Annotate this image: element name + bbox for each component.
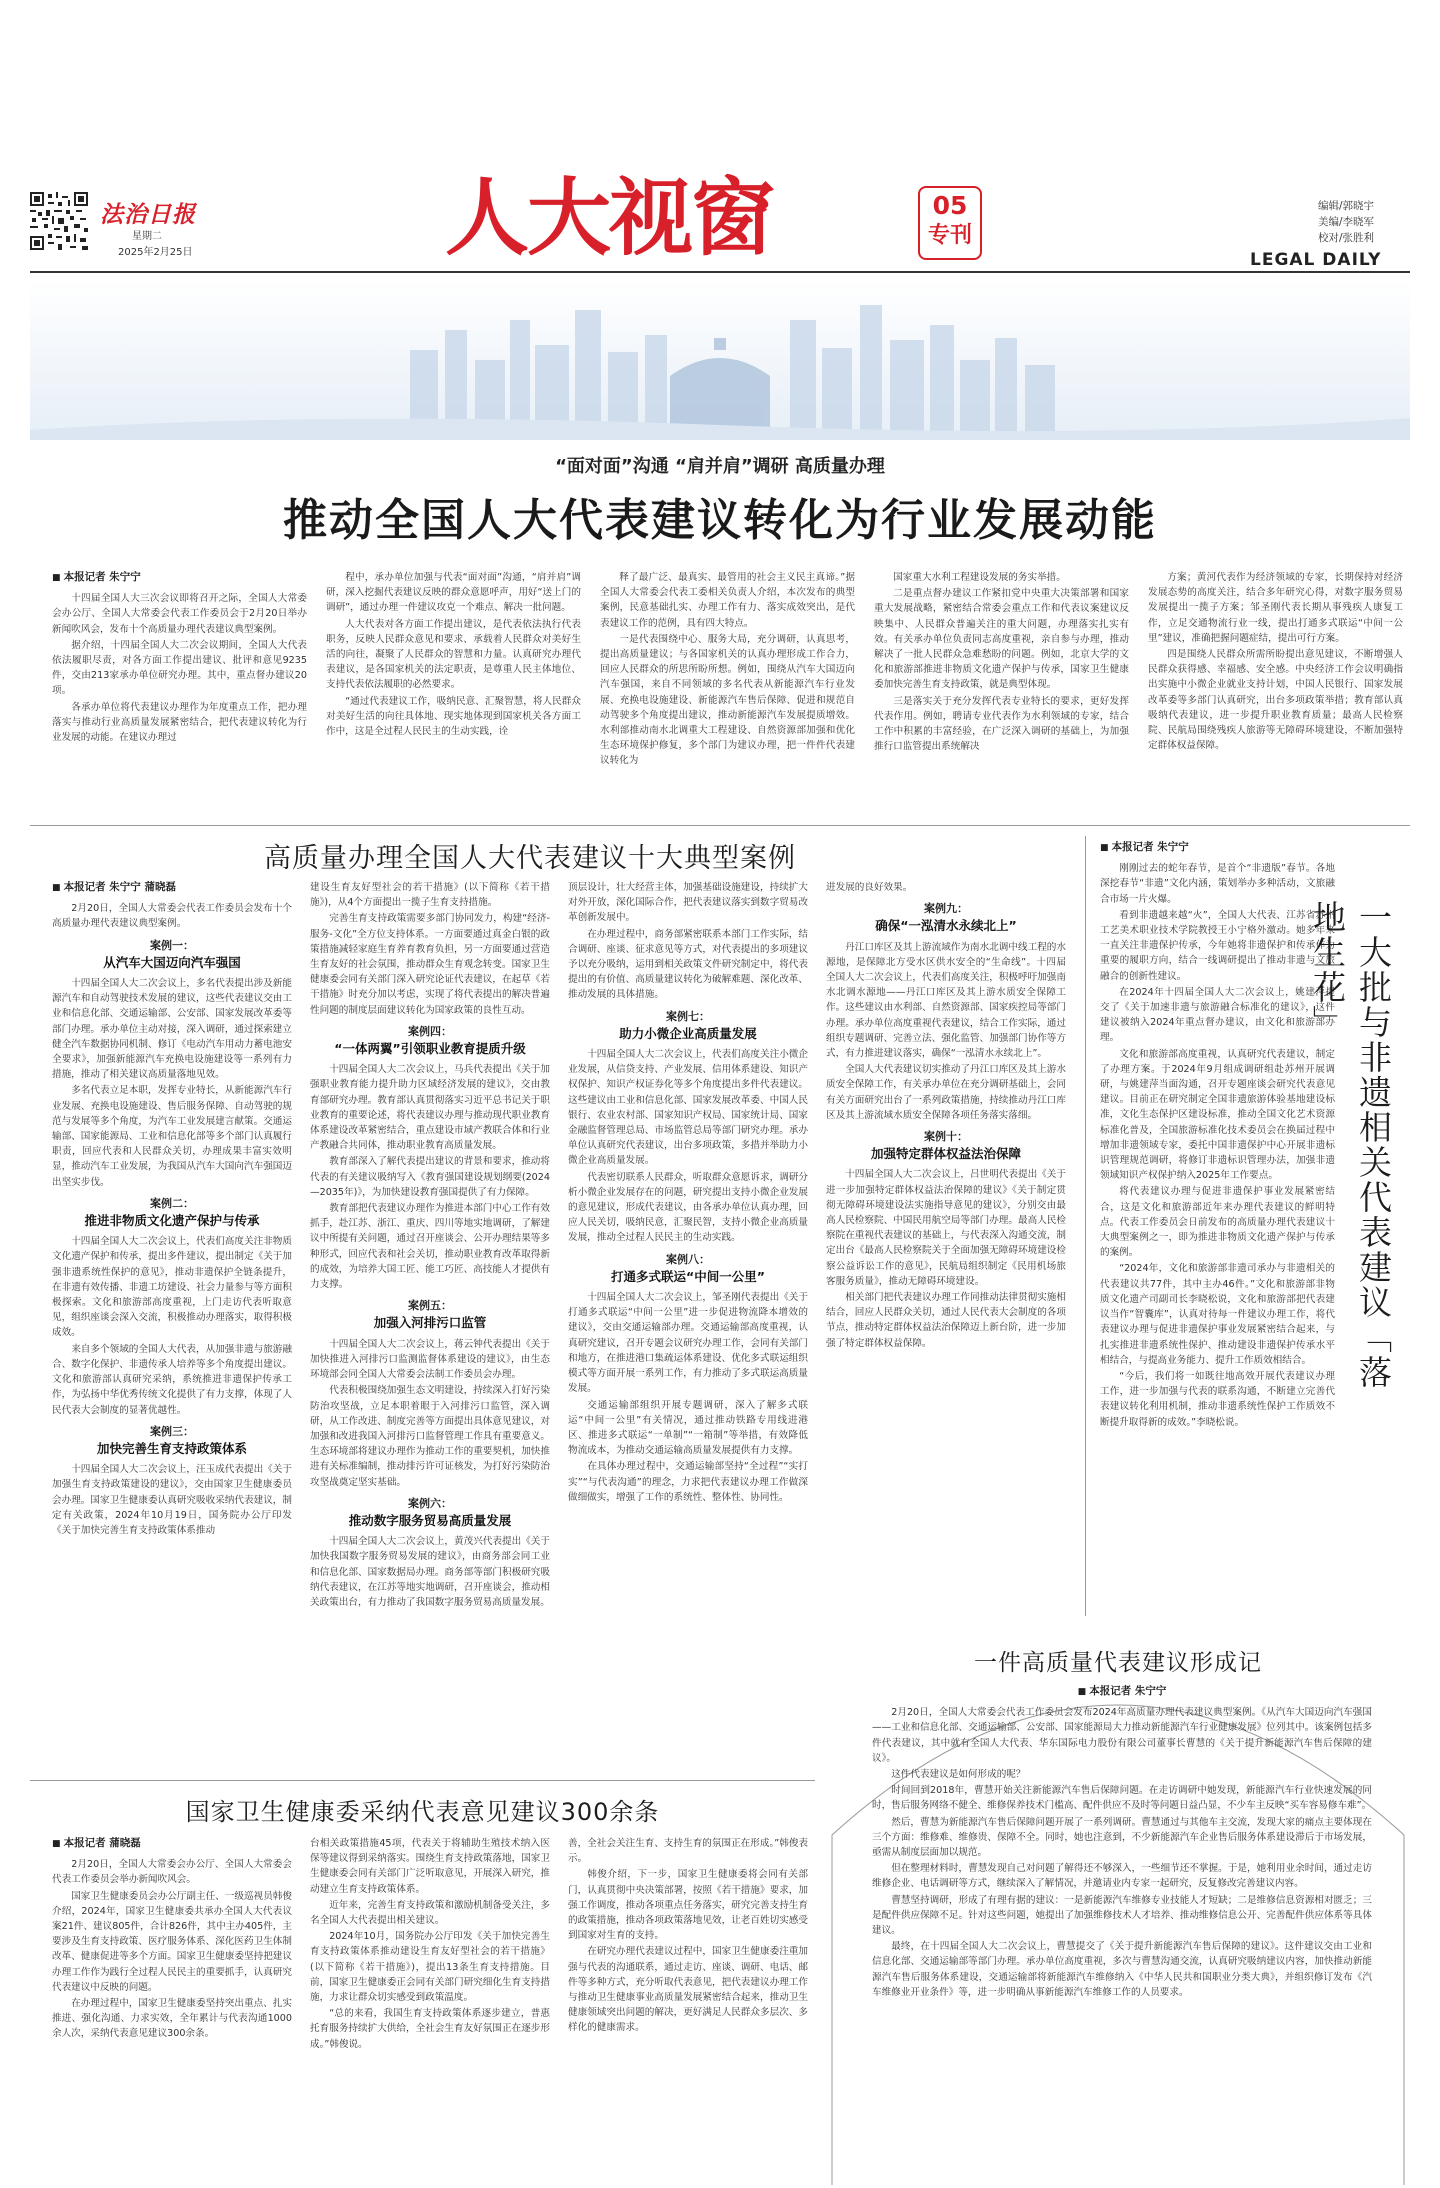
masthead-rule [30,271,1410,273]
cases-byline: ■ 本报记者 朱宁宁 蒲晓磊 [52,880,292,896]
case-label: 案例二： [150,1196,194,1210]
case-label: 案例五： [408,1299,452,1313]
designer-credit: 美编/李晓军 [1318,216,1375,228]
nhc-top-rule [30,1780,815,1781]
sidebar-divider [1085,836,1086,1616]
cases-column-4: 进发展的良好效果。 案例九： 确保“一泓清水永续北上” 丹江口库区及其上游流域作为南水北调中线工程的水源地，是保障北方受水区供水安全的“生命线”。十四届全国人大二次会议上，代表们高度关注，积极呼吁加强南水北调水源地——丹江口库区及其上游水质安全保障工作。这些建议由水利部、自然资源部、国家疾控局等部门办理。承办单位高度重视代表建议，结合工作实际，通过组织专题调研、完善立法、强化监管、加强部门协作等方式，有力推进建议落实，确保“一泓清水永续北上”。 全国人大代表建议切实推动了丹江口库区及其上游水质安全保障工作，有关承办单位在充分调研基础上，会同有关方面研究出台了一系列政策措施，持续推动丹江口库区及其上游流域水质安全保障各项任务落实落细。 案例十： 加强特定群体权益法治保障 十四届全国人大二次会议上，吕世明代表提出《关于进一步加强特定群体权益法治保障的建议》《关于制定贯彻无障碍环境建设法实施指导意见的建议》，分别交由最高人民检察院、中国民用航空局等部门办理。最高人民检察院在重视代表建议的基础上，与代表深入沟通交流，制定出台《最高人民检察院关于全面加强无障碍环境建设检察公益诉讼工作的意见》，民航局组织制定《民用机场旅客服务质量》，推动无障碍环境建设。 相关部门把代表建议办理工作同推动法律贯彻实施相结合，回应人民群众关切，通过人民代表大会制度的各项节点，推动特定群体权益法治保障迈上新台阶，进一步加强了特定群体权益保障。 [826,882,1066,1349]
case-label: 案例一： [150,938,194,952]
case-title: 加快完善生育支持政策体系 [96,1440,247,1456]
lead-bottom-rule [30,825,1410,826]
nhc-byline: ■ 本报记者 蒲晓磊 [52,1836,292,1852]
case-label: 案例四： [408,1024,452,1038]
proofreader-credit: 校对/张胜利 [1318,232,1375,244]
case-title: 加强入河排污口监管 [373,1315,487,1331]
nhc-section-title: 国家卫生健康委采纳代表意见建议300余条 [185,1798,660,1826]
nhc-column-1: ■ 本报记者 蒲晓磊 2月20日，全国人大常委会办公厅、全国人大常委会代表工作委员会举办新闻吹风会。 国家卫生健康委员会办公厅副主任、一级巡视员韩俊介绍，2024年，国家卫生健康委共承办全国人大代表议案21件、建议805件，合计826件，其中主办405件，主要涉及生育支持政策、医疗服务体系、深化医药卫生体制改革、健康促进等多个方面。国家卫生健康委坚持把建议办理工作作为践行全过程人民民主的重要抓手，认真研究代表建议中反映的问题。 在办理过程中，国家卫生健康委坚持突出重点、扎实推进、强化沟通、力求实效，全年累计与代表沟通1000余人次，采纳代表意见建议300余条。 [52,1836,292,2181]
nhc-column-3: 善，全社会关注生育、支持生育的氛围正在形成。”韩俊表示。 韩俊介绍，下一步，国家卫生健康委将会同有关部门，认真贯彻中央决策部署，按照《若干措施》要求，加强工作调度，推动各项重点任务落实，研究完善支持生育的政策措施，推动各项政策落地见效，让老百姓切实感受到国家对生育的支持。 在研究办理代表建议过程中，国家卫生健康委注重加强与代表的沟通联系，通过走访、座谈、调研、电话、邮件等多种方式，充分听取代表意见，把代表建议办理工作与推动卫生健康事业高质量发展紧密结合起来，推动卫生健康领域突出问题的解决，更好满足人民群众多层次、多样化的健康需求。 [568,1838,808,2034]
lead-column-4: 国家重大水利工程建设发展的务实举措。 二是重点督办建议工作紧扣党中央重大决策部署和国家重大发展战略，紧密结合常委会重点工作和代表议案建议反映集中、人民群众普遍关注的重大问题，办理落实扎实有效。有关承办单位负责同志高度重视，亲自参与办理，推动解决了一批人民群众急难愁盼的问题。例如，北京大学的文化和旅游部推进非物质文化遗产保护与传承，国家卫生健康委加快完善生育支持政策，就是典型体现。 三是落实关于充分发挥代表专业特长的要求，更好发挥代表作用。例如，聘请专业代表作为水利领域的专家，结合工作中积累的丰富经验，在广泛深入调研的基础上，为加强推行口监管提出系统解决 [874,572,1129,753]
case-title: 推动数字服务贸易高质量发展 [348,1512,512,1528]
cases-intro: 2月20日，全国人大常委会代表工作委员会发布十个高质量办理代表建议典型案例。 [52,903,292,930]
case-title: 打通多式联运“中间一公里” [611,1268,765,1284]
lead-kicker: “面对面”沟通 “肩并肩”调研 高质量办理 [555,456,885,477]
case-label: 案例十： [924,1130,968,1144]
case-title: 从汽车大国迈向汽车强国 [103,954,241,970]
editor-credit: 编辑/郭晓宇 [1318,200,1375,212]
section-title: 人大视窗 [445,169,774,267]
lead-column-1: ■ 本报记者 朱宁宁 十四届全国人大三次会议即将召开之际，全国人大常委会办公厅、全国人大常委会代表工作委员会于2月20日举办新闻吹风会，发布十个高质量办理代表建议典型案例。 据介绍，十四届全国人大二次会议期间，全国人大代表依法履职尽责，对各方面工作提出建议、批评和意见9235件，交由213家承办单位研究办理。其中，重点督办建议20项。 各承办单位将代表建议办理作为年度重点工作，把办理落实与推动行业高质量发展紧密结合，把代表建议转化为行业发展的动能。在建议办理过 [52,570,307,746]
ev-section-title: 一件高质量代表建议形成记 [974,1650,1262,1676]
case-title: 确保“一泓清水永续北上” [875,918,1017,934]
masthead [0,0,1440,270]
lead-column-5: 方案；黄河代表作为经济领域的专家，长期保持对经济发展态势的高度关注，结合多年研究心得，对数字服务贸易发展提出一揽子方案；邹圣刚代表长期从事残疾人康复工作，立足交通物流行业一线，提出打通多式联运“中间一公里”建议，准确把握问题症结，提出可行方案。 四是围绕人民群众所需所盼提出意见建议，不断增强人民群众获得感、幸福感、安全感。中央经济工作会议明确指出实施中小微企业就业支持计划，中国人民银行、国家发展改革委等多部门认真研究，出台多项政策举措；教育部认真吸纳代表建议，进一步提升职业教育质量；最高人民检察院、民航局围绕残疾人旅游等无障碍环境建设，不断加强特定群体权益保障。 [1148,572,1403,752]
lead-column-2: 程中，承办单位加强与代表“面对面”沟通，“肩并肩”调研，深入挖掘代表建议反映的群众意愿呼声，用好“送上门的调研”，通过办理一件建议攻克一个难点、解决一批问题。 人大代表对各方面工作提出建议，是代表依法执行代表职务，反映人民群众意见和要求、承载着人民群众对美好生活的向往，凝聚了人民群众的智慧和力量。认真研究办理代表建议，是各国家机关的法定职责，是尊重人民主体地位、支持代表依法履职的必然要求。 “通过代表建议工作，吸纳民意、汇聚智慧，将人民群众对美好生活的向往具体地、现实地体现到国家机关各方面工作中，这是全过程人民民主的生动实践，诠 [326,572,581,738]
cases-section-title: 高质量办理全国人大代表建议十大典型案例 [264,843,796,874]
page-type: 专刊 [927,223,972,248]
city-skyline-illustration [30,280,1410,440]
paper-name-logo: 法治日报 [100,201,196,228]
lead-headline: 推动全国人大代表建议转化为行业发展动能 [283,495,1157,546]
page-badge [918,186,982,260]
lead-byline: ■ 本报记者 朱宁宁 [52,570,307,586]
cases-column-3: 顶层设计，壮大经营主体，加强基础设施建设，持续扩大对外开放，深化国际合作，把代表建议落实到数字贸易改革创新发展中。 在办理过程中，商务部紧密联系本部门工作实际，结合调研、座谈、征求意见等方式，对代表提出的多项建议予以充分吸纳，运用到相关政策文件研究制定中，将代表提出的有价值、高质量建议转化为破解难题、深化改革、推动发展的具体措施。 案例七： 助力小微企业高质量发展 十四届全国人大二次会议上，代表们高度关注小微企业发展，从信贷支持、产业发展、信用体系建设、知识产权保护、知识产权证券化等多个角度提出多件代表建议。这些建议由工业和信息化部、国家发展改革委、中国人民银行、农业农村部、国家知识产权局、国家统计局、国家金融监督管理总局、市场监管总局等部门研究办理。承办单位认真研究代表建议，出台多项政策，多措并举助力小微企业高质量发展。 代表密切联系人民群众，听取群众意愿诉求，调研分析小微企业发展存在的问题，研究提出支持小微企业发展的意见建议，形成代表建议，由各承办单位认真办理，回应人民关切，吸纳民意，汇聚民智，支持小微企业高质量发展，推动全过程人民民主的生动实践。 案例八： 打通多式联运“中间一公里” 十四届全国人大二次会议上，邹圣刚代表提出《关于打通多式联运“中间一公里”进一步促进物流降本增效的建议》，交由交通运输部办理。交通运输部高度重视，认真研究建议，召开专题会议研究办理工作，会同有关部门和地方，在推进港口集疏运体系建设、优化多式联运组织模式等方面开展一系列工作，有力推动了多式联运高质量发展。 交通运输部组织开展专题调研，深入了解多式联运“中间一公里”有关情况，通过推动铁路专用线进港区、推进多式联运“一单制”“一箱制”等举措，有效降低物流成本，为推动交通运输高质量发展提供有力支撑。 在具体办理过程中，交通运输部坚持“全过程”“实打实”“与代表沟通”的理念，力求把代表建议办理工作做深做细做实，增强了工作的系统性、整体性、协同性。 [568,882,808,1503]
ev-article: ■ 本报记者 朱宁宁 2月20日，全国人大常委会代表工作委员会发布2024年高质量办理代表建议典型案例。《从汽车大国迈向汽车强国——工业和信息化部、交通运输部、公安部、国家能源局大力推动新能源汽车行业健康发展》位列其中。该案例包括多件代表建议，其中就有全国人大代表、华东国际电力股份有限公司董事长曹慧的《关于提升新能源汽车售后保障的建议》。 这件代表建议是如何形成的呢？ 时间回到2018年，曹慧开始关注新能源汽车售后保障问题。在走访调研中她发现，新能源汽车行业快速发展的同时，售后服务网络不健全、维修保养技术门槛高、配件供应不及时等问题日益凸显，不少车主反映“买车容易修车难”。 然后，曹慧为新能源汽车售后保障问题开展了一系列调研。曹慧通过与其他车主交流，发现大家的痛点主要体现在三个方面：维修难、维修贵、保障不全。同时，她也注意到，不少新能源汽车企业售后服务体系建设滞后于市场发展，亟需从制度层面加以规范。 但在整理材料时，曹慧发现自己对问题了解得还不够深入，一些细节还不掌握。于是，她利用业余时间，通过走访维修企业、电话调研等方式，继续深入了解情况，并邀请业内专家一起研究，反复修改完善建议内容。 曹慧坚持调研，形成了有理有据的建议：一是新能源汽车维修专业技能人才短缺；二是维修信息资源相对匮乏；三是配件供应保障不足。针对这些问题，她提出了加强维修技术人才培养、推动维修信息公开、完善配件供应体系等具体建议。 最终，在十四届全国人大二次会议上，曹慧提交了《关于提升新能源汽车售后保障的建议》。这件建议交由工业和信息化部、交通运输部等部门办理。承办单位高度重视，多次与曹慧沟通交流，认真研究吸纳建议内容，加快推动新能源汽车售后服务体系建设，交通运输部将新能源汽车维修纳入《中华人民共和国职业分类大典》，并组织修订发布《汽车维修业开业条件》等，进一步明确从事新能源汽车维修工作的人员要求。 [872,1684,1372,2174]
weekday: 星期二 [132,231,162,242]
case-title: 助力小微企业高质量发展 [619,1025,757,1041]
issue-date: 2025年2月25日 [118,247,193,258]
case-label: 案例九： [924,902,968,916]
case-label: 案例七： [666,1009,710,1023]
case-label: 案例三： [150,1424,194,1438]
heritage-byline: ■ 本报记者 朱宁宁 [1100,840,1335,856]
lead-column-3: 释了最广泛、最真实、最管用的社会主义民主真谛。”据全国人大常委会代表工委相关负责人介绍，本次发布的典型案例，民意基础扎实、办理工作有力、落实成效突出，是代表建议工作的范例，具有四大特点。 一是代表围绕中心、服务大局，充分调研，认真思考，提出高质量建议；与各国家机关的认真办理形成工作合力，回应人民群众的所思所盼所想。例如，围绕从汽车大国迈向汽车强国，来自不同领域的多名代表从新能源汽车行业发展、充换电设施建设、新能源汽车售后保障、促进和规范自动驾驶多个角度提出建议，推动新能源汽车发展提质增效。水利部推动南水北调重大工程建设、自然资源部加强和优化生态环境保护修复，多个部门为建议办理，把一件件代表建议转化为 [600,572,855,767]
cases-column-2: 建设生育友好型社会的若干措施》(以下简称《若干措施》)，从4个方面提出一揽子生育支持措施。 完善生育支持政策需要多部门协同发力，构建“经济-服务-文化”全方位支持体系。一方面要通过真金白银的政策措施减轻家庭生育养育教育负担，另一方面要通过营造生育友好的社会氛围，推动群众生育观念转变。国家卫生健康委会同有关部门深入研究论证代表建议，在起草《若干措施》时充分加以考虑，实现了将代表提出的解决普遍性问题的制度层面建议转化为国家政策的良性互动。 案例四： “一体两翼”引领职业教育提质升级 十四届全国人大二次会议上，马兵代表提出《关于加强职业教育能力提升助力区域经济发展的建议》，交由教育部研究办理。教育部认真贯彻落实习近平总书记关于职业教育的重要论述，将代表建议办理与推动现代职业教育体系建设改革紧密结合，重点建设市域产教联合体和行业产教融合共同体，推动职业教育高质量发展。 教育部深入了解代表提出建议的背景和要求，推动将代表的有关建议吸纳写入《教育强国建设规划纲要(2024—2035年)》，为加快建设教育强国提供了有力保障。 教育部把代表建议办理作为推进本部门中心工作有效抓手，赴江苏、浙江、重庆、四川等地实地调研，了解建议中所提有关问题，通过召开座谈会、公开办理结果等多种形式，回应代表和社会关切，推动职业教育改革取得新的成效，为培养大国工匠、能工巧匠、高技能人才提供有力支撑。 案例五： 加强入河排污口监管 十四届全国人大二次会议上，蒋云钟代表提出《关于加快推进入河排污口监测监督体系建设的建议》，由生态环境部会同全国人大常委会法制工作委员会办理。 代表积极围绕加强生态文明建设，持续深入打好污染防治攻坚战，立足本职着眼于入河排污口监管，深入调研，从工作改进、制度完善等方面提出具体意见建议，对加强和改进我国入河排污口监督管理工作具有重要意义。生态环境部将建议办理作为推动工作的重要契机，加快推进有关标准编制，推动排污许可证核发，为打好污染防治攻坚战奠定坚实基础。 案例六： 推动数字服务贸易高质量发展 十四届全国人大二次会议上，黄茂兴代表提出《关于加快我国数字服务贸易发展的建议》，由商务部会同工业和信息化部、国家数据局办理。商务部等部门积极研究吸纳代表建议，在江苏等地实地调研，召开座谈会，推动相关政策出台，有力推动了我国数字服务贸易高质量发展。 [310,882,550,1608]
case-label: 案例八： [666,1252,710,1266]
heritage-vertical-title: 一大批与非遗相关代表建议「落地生花」 [1308,900,1393,1390]
case-title: “一体两翼”引领职业教育提质升级 [334,1041,526,1057]
case-title: 加强特定群体权益法治保障 [870,1146,1021,1162]
qr-code-icon [30,192,88,250]
heritage-article: ■ 本报记者 朱宁宁 刚刚过去的蛇年春节，是首个“非遗版”春节。各地深挖春节“非遗”文化内涵，策划举办多种活动，文旅融合市场一片火爆。 看到非遗越来越“火”，全国人大代表、江苏省苏州工艺美术职业技术学院教授王小宁格外激动。她多年来一直关注非遗保护传承，今年她将非遗保护和传承作为重要的履职方向，结合一线调研提出了推动非遗与文旅融合的创新性建议。 在2024年十四届全国人大二次会议上，姚建萍提交了《关于加速非遗与旅游融合标准化的建议》，这件建议被纳入2024年重点督办建议，由文化和旅游部办理。 文化和旅游部高度重视，认真研究代表建议，制定了办理方案。于2024年9月组成调研组赴苏州开展调研，与姚建萍当面沟通，召开专题座谈会研究代表意见建议。目前正在研究制定全国非遗旅游体验基地建设标准，文化生态保护区建设标准，推动全国文化艺术资源标准化普及，全国旅游标准化技术委员会在换届过程中增加非遗领域专家，委托中国非遗保护中心开展非遗标识管理规范调研，将修订非遗标识管理办法，加强非遗领域知识产权保护纳入2025年工作要点。 将代表建议办理与促进非遗保护事业发展紧密结合，这是文化和旅游部近年来办理代表建议的鲜明特点。代表工作委员会日前发布的高质量办理代表建议十大典型案例之一，即为推进非物质文化遗产保护与传承的案例。 “2024年，文化和旅游部非遗司承办与非遗相关的代表建议共77件，其中主办46件。”文化和旅游部非物质文化遗产司副司长李晓松说，文化和旅游部把代表建议当作“智囊库”，认真对待每一件建议办理工作，将代表建议办理与促进非遗保护事业发展紧密结合起来，与扎实推进非遗系统性保护、推动建设非遗保护传承水平相结合，与提高业务能力、提升工作质效相结合。 “今后，我们将一如既往地高效开展代表建议办理工作，进一步加强与代表的联系沟通，不断建立完善代表建议转化利用机制，推动非遗系统性保护工作质效不断提升取得新的成效。”李晓松说。 [1100,840,1335,1620]
case-label: 案例六： [408,1496,452,1510]
cases-column-1: ■ 本报记者 朱宁宁 蒲晓磊 2月20日，全国人大常委会代表工作委员会发布十个高质量办理代表建议典型案例。 案例一： 从汽车大国迈向汽车强国 十四届全国人大二次会议上，多名代表提出涉及新能源汽车和自动驾驶技术发展的建议，这些代表建议交由工业和信息化部、交通运输部、公安部、国家发展改革委等部门办理。承办单位主动对接，深入调研，通过探索建立健全汽车数据协同机制、修订《电动汽车用动力蓄电池安全要求》，加强新能源汽车充换电设施建设等一系列有力措施，推动了相关建议高质量落地见效。 多名代表立足本职，发挥专业特长，从新能源汽车行业发展、充换电设施建设、售后服务保障、自动驾驶的规范与发展等多个角度，为汽车工业发展建言献策。交通运输部、国家能源局、工业和信息化部等多个部门认真履行职责，回应代表和人民群众关切，办理成果丰富实效明显，推动汽车工业发展，为我国从汽车大国向汽车强国迈出坚实步伐。 案例二： 推进非物质文化遗产保护与传承 十四届全国人大二次会议上，代表们高度关注非物质文化遗产保护和传承，提出多件建议，提出制定《关于加强非遗系统性保护的意见》，推动非遗保护全链条提升，在非遗有效传播、非遗工坊建设、社会力量参与等方面积极探索。文化和旅游部高度重视，上门走访代表听取意见，组织座谈会深入交流，积极推动办理落实，取得积极成效。 来自多个领域的全国人大代表，从加强非遗与旅游融合、数字化保护、非遗传承人培养等多个角度提出建议。文化和旅游部认真研究采纳，系统推进非遗保护传承工作，为弘扬中华优秀传统文化提供了有力支撑，体现了人民代表大会制度的显著优越性。 案例三： 加快完善生育支持政策体系 十四届全国人大二次会议上，汪玉成代表提出《关于加强生育支持政策建设的建议》，交由国家卫生健康委员会办理。国家卫生健康委认真研究吸收采纳代表建议，制定有关政策，2024年10月19日，国务院办公厅印发《关于加快完善生育支持政策体系推动 [52,880,292,1775]
english-name: LEGAL DAILY [1250,250,1382,270]
case-title: 推进非物质文化遗产保护与传承 [84,1213,260,1229]
ev-byline: ■ 本报记者 朱宁宁 [872,1684,1372,1700]
nhc-column-2: 台相关政策措施45项，代表关于将辅助生殖技术纳入医保等建议得到采纳落实。围绕生育支持政策落地，国家卫生健康委会同有关部门广泛听取意见，开展深入研究，推动建立生育支持政策体系。 近年来，完善生育支持政策和激励机制备受关注，多名全国人大代表提出相关建议。 2024年10月，国务院办公厅印发《关于加快完善生育支持政策体系推动建设生育友好型社会的若干措施》(以下简称《若干措施》)，提出13条生育支持措施。目前，国家卫生健康委正会同有关部门研究细化生育支持措施，力求让群众切实感受到政策温度。 “总的来看，我国生育支持政策体系逐步建立，普惠托育服务持续扩大供给，全社会生育友好氛围正在逐步形成。”韩俊说。 [310,1838,550,2050]
page-number: 05 [932,191,968,220]
